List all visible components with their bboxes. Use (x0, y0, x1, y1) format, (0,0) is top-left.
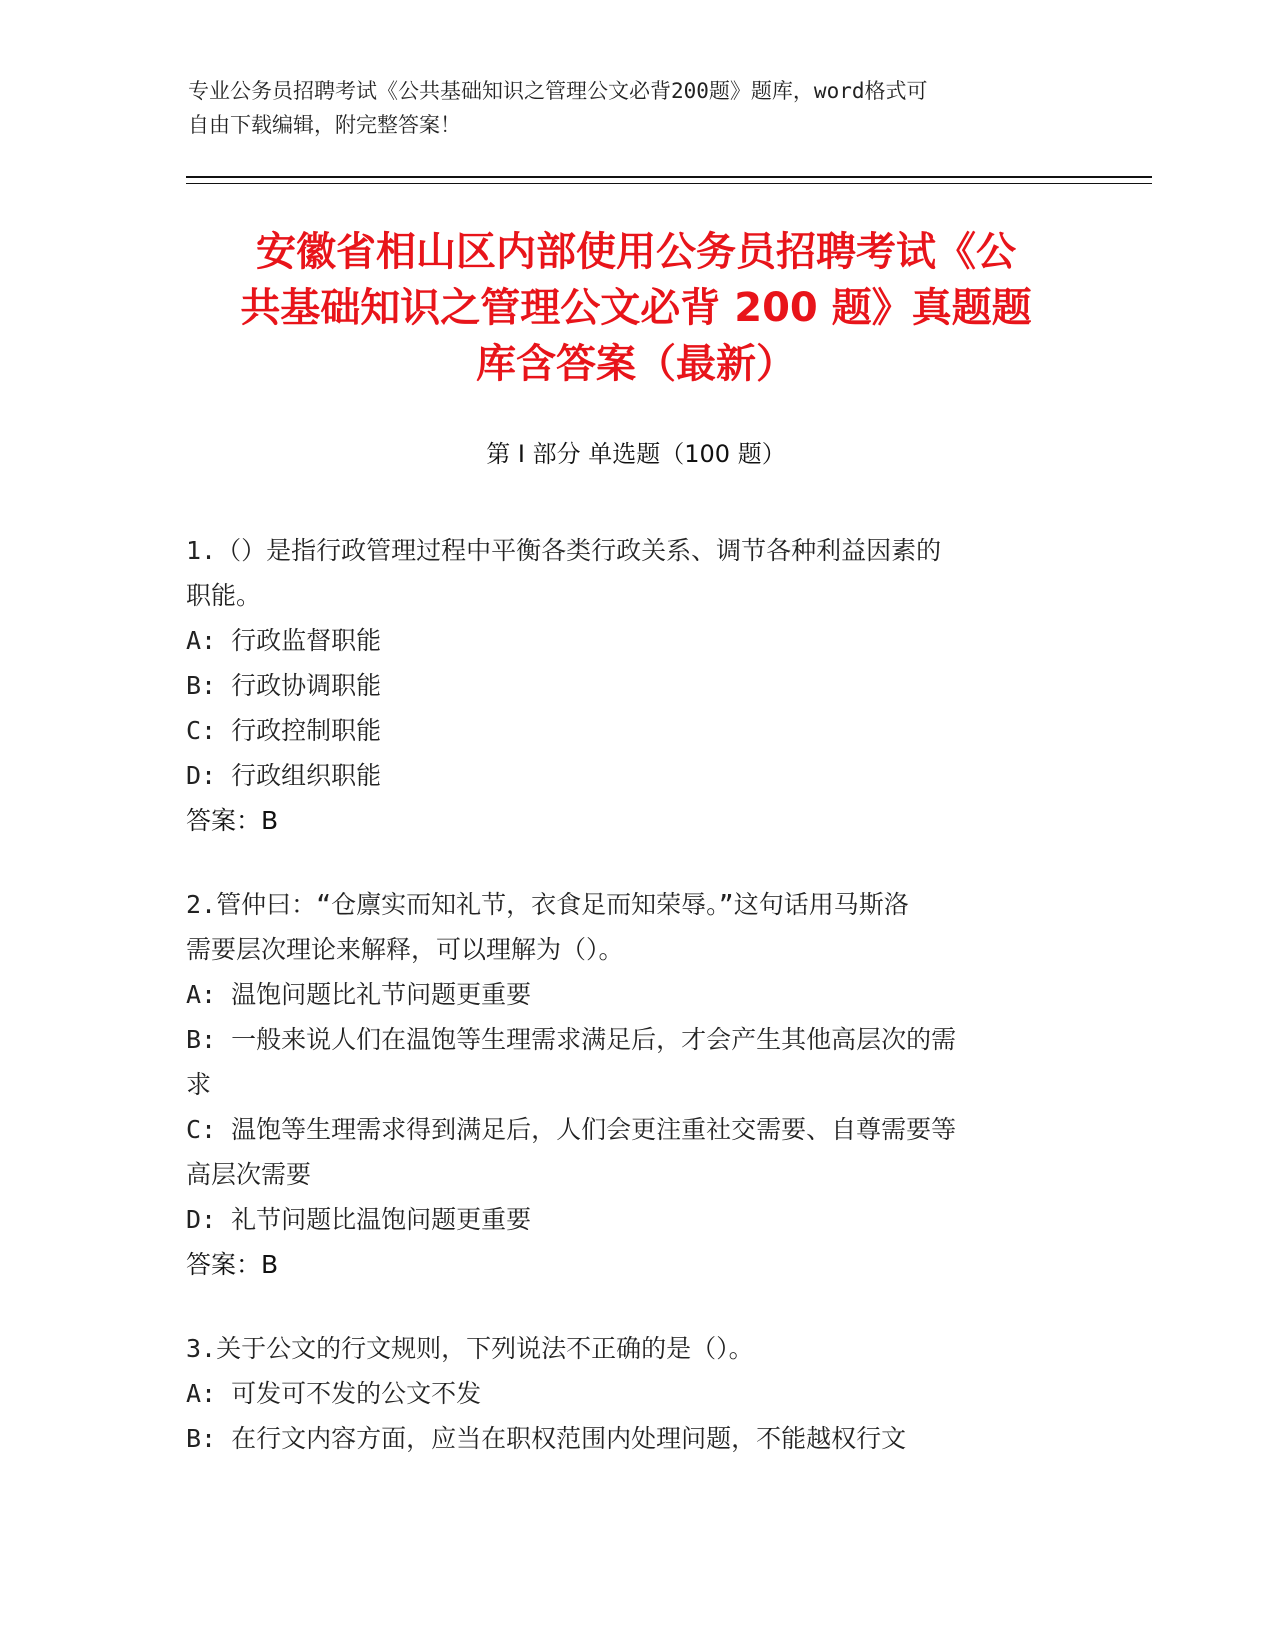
section-title: 第 I 部分 单选题（100 题） (486, 440, 786, 468)
header-divider-thin (186, 183, 1152, 184)
option-a: A: 行政监督职能 (186, 626, 382, 655)
answer-line: 答案：B (186, 1250, 279, 1279)
header-note-line: 专业公务员招聘考试《公共基础知识之管理公文必背200题》题库，word格式可 (188, 79, 928, 103)
option-b: B: 一般来说人们在温饱等生理需求满足后，才会产生其他高层次的需 (186, 1025, 957, 1054)
option-c-continued: 高层次需要 (186, 1160, 312, 1189)
option-b: B: 在行文内容方面，应当在职权范围内处理问题，不能越权行文 (186, 1424, 907, 1453)
question-block (186, 882, 1086, 1287)
question-block (186, 528, 1086, 843)
option-b-continued: 求 (186, 1070, 212, 1099)
question-stem: 1.（）是指行政管理过程中平衡各类行政关系、调节各种利益因素的 (186, 536, 942, 565)
header-divider-thick (186, 176, 1152, 178)
question-stem: 3.关于公文的行文规则，下列说法不正确的是（）。 (186, 1334, 754, 1363)
question-stem: 2.管仲曰：“仓廪实而知礼节，衣食足而知荣辱。”这句话用马斯洛 (186, 890, 909, 919)
option-c: C: 行政控制职能 (186, 716, 382, 745)
title-line: 库含答案（最新） (476, 341, 796, 387)
header-note (188, 74, 1068, 142)
option-a: A: 可发可不发的公文不发 (186, 1379, 482, 1408)
title-line: 安徽省相山区内部使用公务员招聘考试《公 (256, 229, 1016, 275)
title-line: 共基础知识之管理公文必背 200 题》真题题 (240, 285, 1032, 331)
option-d: D: 行政组织职能 (186, 761, 382, 790)
answer-line: 答案：B (186, 806, 279, 835)
option-b: B: 行政协调职能 (186, 671, 382, 700)
question-block (186, 1326, 1086, 1461)
option-d: D: 礼节问题比温饱问题更重要 (186, 1205, 532, 1234)
option-a: A: 温饱问题比礼节问题更重要 (186, 980, 532, 1009)
question-stem: 职能。 (186, 581, 262, 610)
header-note-line: 自由下载编辑，附完整答案！ (188, 113, 461, 137)
question-stem: 需要层次理论来解释，可以理解为（）。 (186, 935, 624, 964)
option-c: C: 温饱等生理需求得到满足后，人们会更注重社交需要、自尊需要等 (186, 1115, 957, 1144)
document-title (186, 224, 1086, 392)
